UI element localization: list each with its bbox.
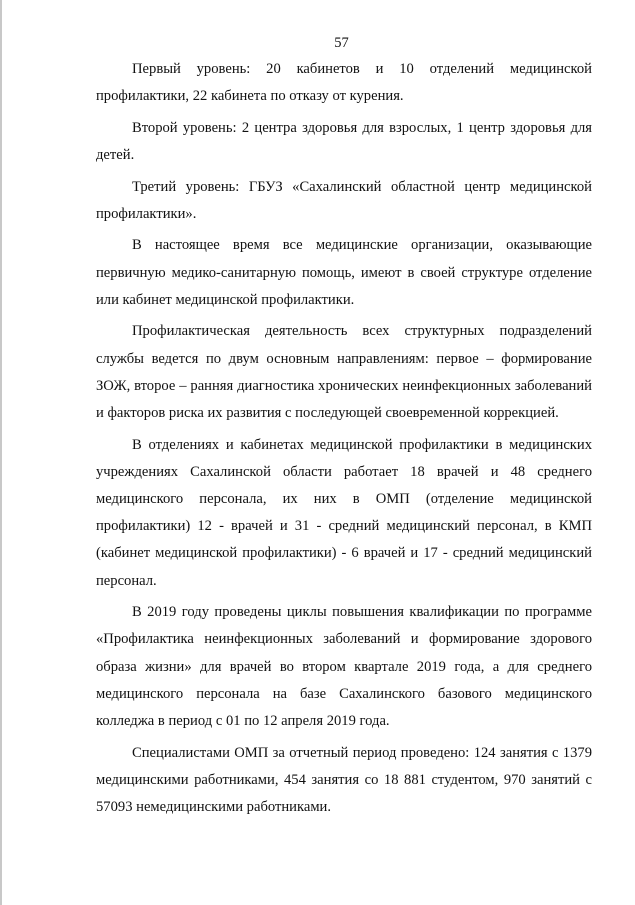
document-body [96, 56, 592, 826]
paragraph-third-level: Третий уровень: ГБУЗ «Сахалинский областной центр медицинской профилактики». [96, 178, 592, 222]
paragraph-medical-organizations: В настоящее время все медицинские организации, оказывающие первичную медико-санитарную помощь, имеют в своей структуре отделение или кабинет медицинской профилактики. [96, 237, 592, 308]
paragraph-second-level: Второй уровень: 2 центра здоровья для взрослых, 1 центр здоровья для детей. [96, 119, 592, 163]
paragraph-sessions: Специалистами ОМП за отчетный период проведено: 124 занятия с 1379 медицинскими работниками, 454 занятия со 18 881 студентом, 970 занятий с 57093 немедицинскими работниками. [96, 744, 592, 816]
scan-edge-line [0, 0, 2, 905]
paragraph-staff: В отделениях и кабинетах медицинской профилактики в медицинских учреждениях Сахалинской области работает 18 врачей и 48 среднего медицинского персонала, их них в ОМП (отделение медицинской профилактики) 12 - врачей и 31 - средний медицинский персонал, в КМП (кабинет медицинской профилактики) - 6 врачей и 17 - средний медицинский персонал. [96, 436, 592, 589]
paragraph-prevention-activity: Профилактическая деятельность всех структурных подразделений службы ведется по двум основным направлениям: первое – формирование ЗОЖ, второе – ранняя диагностика хронических неинфекционных заболеваний и факторов риска их развития с последующей своевременной коррекцией. [96, 323, 592, 421]
paragraph-first-level: Первый уровень: 20 кабинетов и 10 отделений медицинской профилактики, 22 кабинета по отказу от курения. [96, 61, 592, 105]
page-number: 57 [334, 35, 349, 51]
paragraph-training: В 2019 году проведены циклы повышения квалификации по программе «Профилактика неинфекционных заболеваний и формирование здорового образа жизни» для врачей во втором квартале 2019 года, а для среднего медицинского персонала на базе Сахалинского базового медицинского колледжа в период с 01 по 12 апреля 2019 года. [96, 604, 592, 730]
